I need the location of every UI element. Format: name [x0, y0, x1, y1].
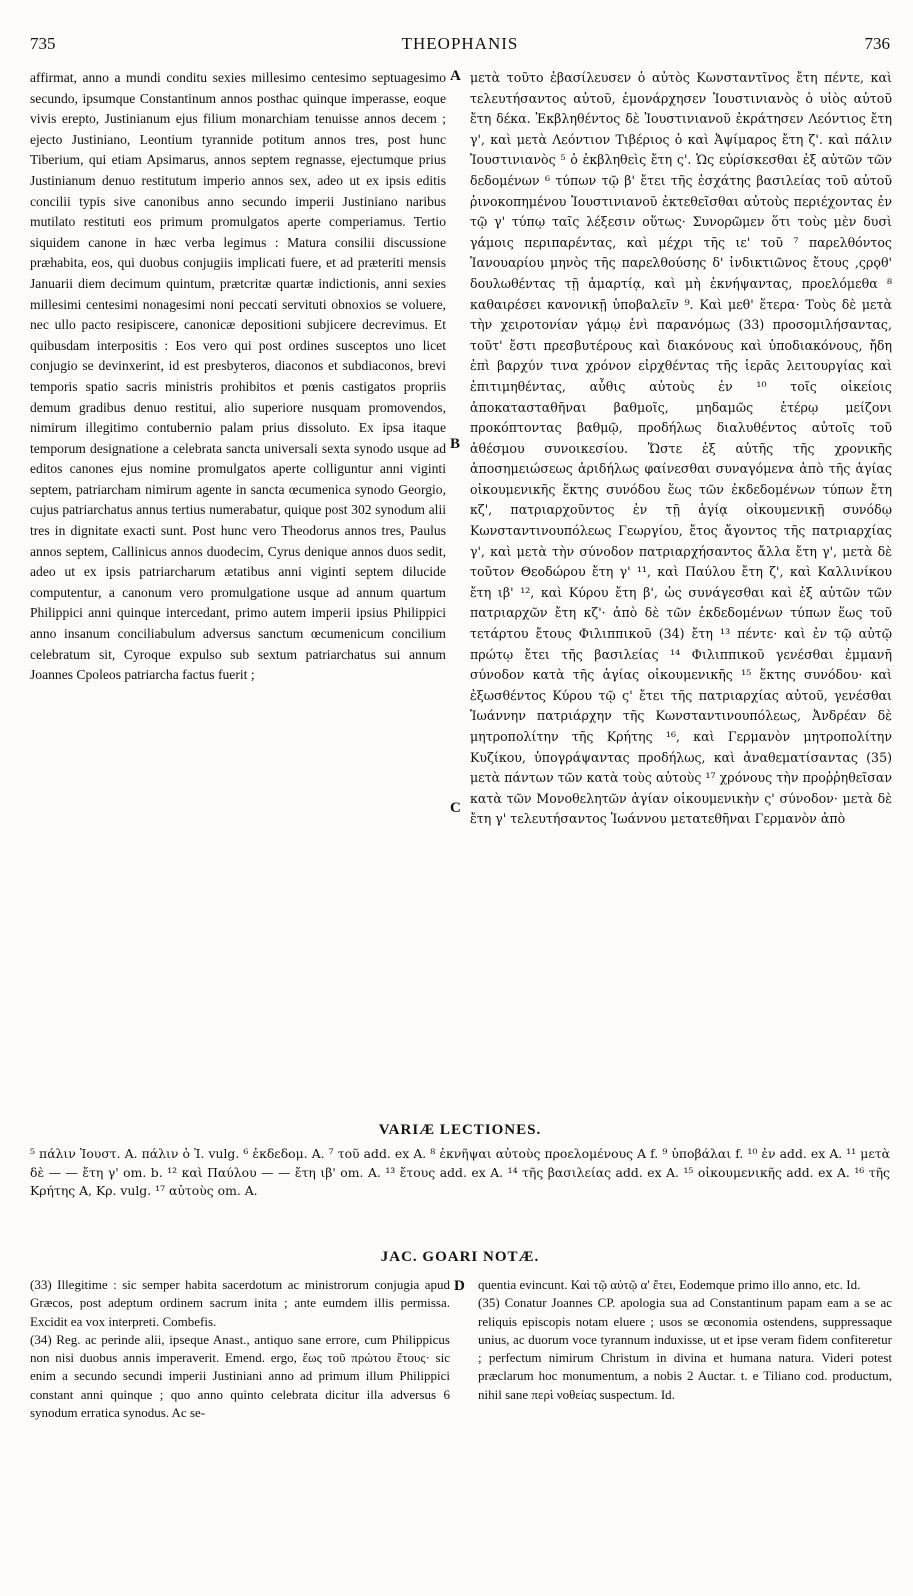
page-number-left: 735 — [30, 34, 56, 53]
notes-section — [30, 1276, 890, 1596]
note-34-continued: quentia evincunt. Καὶ τῷ αὐτῷ α' ἔτει, Eodemque primo illo anno, etc. Id. — [478, 1277, 861, 1292]
note-33: (33) Illegitime : sic semper habita sacerdotum ac ministrorum conjugia apud Græcos, post adeptum ordinem sacrum inita ; ante eumdem illis permissa. Excidit ea vox interpreti. Combefis. — [30, 1277, 450, 1329]
note-35: (35) Conatur Joannes CP. apologia sua ad Constantinum papam eam a se ac reliquis episcopis notam eluere ; usos se œconomia ostendens, suppressaque unius, ac duorum voce tyrannum induxisse, ut et ipse veram fidem confiteretur ; perfectum nimirum Christum in divina et humana natura. Videri potest præclarum hoc monumentum, a nobis 2 Auctar. t. e Tiliano cod. productum, nihil sane περὶ νοθείας suspectum. Id. — [478, 1295, 892, 1402]
notes-left-column — [30, 1276, 450, 1422]
running-title: THEOPHANIS — [401, 34, 519, 53]
margin-marker-c: C — [450, 800, 461, 816]
margin-marker-d: D — [454, 1278, 465, 1294]
greek-paragraph: μετὰ τοῦτο ἐβασίλευσεν ὁ αὐτὸς Κωνσταντῖνος ἔτη πέντε, καὶ τελευτήσαντος αὐτοῦ, ἐμονάρχησεν Ἰουστινιανὸς ὁ υἱὸς αὐτοῦ ἔτη δέκα. Ἐκβληθέντος δὲ Ἰουστινιανοῦ ἐκράτησεν Λεόντιος ἔτη γ', καὶ μετὰ Λεόντιον Τιβέριος ὁ καὶ Ἀψίμαρος ἔτη ζ'. καὶ πάλιν Ἰουστινιανὸς ⁵ ὁ ἐκβληθεὶς ἔτη ς'. Ὡς εὑρίσκεσθαι ἐξ αὐτῶν τῶν δεδομένων ⁶ τύπων τῷ β' ἔτει τῆς ἐσχάτης βασιλείας τοῦ αὐτοῦ ῥινοκοπημένου Ἰουστινιανοῦ ἐκτεθεῖσθαι αὐτοὺς περιέχοντας ἐν τῷ γ' τύπῳ ταῖς λέξεσιν οὕτως· Συνορῶμεν ὅτι τοὺς μὲν δυσὶ γάμοις περιπαρέντας, καὶ μέχρι τῆς ιε' τοῦ ⁷ παρελθόντος Ἰανουαρίου μηνὸς τῆς παρελθούσης δ' ἰνδικτιῶνος ἔτους ,ςρϙθ' δουλωθέντας τῇ ἁμαρτίᾳ, καὶ μὴ ἐκνήψαντας, προελόμεθα ⁸ καθαιρέσει κανονικῇ ὑποβαλεῖν ⁹. Καὶ μεθ' ἕτερα· Τοὺς δὲ μετὰ τὴν χειροτονίαν γάμῳ ἑνὶ παρανόμως (33) προσομιλήσαντας, τοῦτ' ἔστι πρεσβυτέρους καὶ διακόνους καὶ ὑποδιακόνους, ἤδη ἐπὶ βαρχύν τινα χρόνον εἰρχθέντας τῆς ἱερᾶς λειτουργίας καὶ ἐπιτιμηθέντας, αὖθις αὐτοὺς ἐν ¹⁰ τοῖς οἰκείοις ἀποκατασταθῆναι βαθμοῖς, μηδαμῶς ἑτέρῳ μείζονι προκόπτοντας βαθμῷ, προδήλως διαλυθέντος αὐτοῖς τοῦ ἀθέσμου συνοικεσίου. Ὥστε ἐξ αὐτῆς τῆς χρονικῆς ἀποσημειώσεως ἀριδήλως φαίνεσθαι συναγόμενα ἀπὸ τῆς ἁγίας οἰκουμενικῆς ἕκτης συνόδου ἕως τῶν ἐκδεδομένων τύπων ἔτη κζ', πατριαρχοῦντος ἐν τῇ ἁγίᾳ οἰκουμενικῇ συνόδῳ Κωνσταντινουπόλεως Γεωργίου, ἔτος ἄγοντος τῆς πατριαρχίας γ', καὶ μετὰ τὴν σύνοδον πατριαρχήσαντος ἄλλα ἔτη γ', μετὰ δὲ τοῦτον Θεοδώρου ἔτη γ' ¹¹, καὶ Παύλου ἔτη ζ', καὶ Καλλινίκου ἔτη ιβ' ¹², καὶ Κύρου ἔτη β', ὡς συνάγεσθαι καὶ ἐξ αὐτῶν τῶν πατριαρχῶν ἔτη κζ'· ἀπὸ δὲ τῶν ἐκδεδομένων τύπων ἕως τοῦ τετάρτου ἔτους Φιλιππικοῦ (34) ἔτη ¹³ πέντε· καὶ ἐν τῷ αὐτῷ πρώτῳ ἔτει τῆς βασιλείας ¹⁴ Φιλιππικοῦ γενέσθαι ἐμμανῆ σύνοδον κατὰ τῆς ἁγίας οἰκουμενικῆς ¹⁵ ἕκτης συνόδου· καὶ ἐξωσθέντος Κύρου τῷ ς' ἔτει τῆς πατριαρχίας αὐτοῦ, γενέσθαι Ἰωάννην πατριάρχην τῆς Κωνσταντινουπόλεως, Ἀνδρέαν δὲ μητροπολίτην τῆς Κρήτης ¹⁶, καὶ Γερμανὸν μητροπολίτην Κυζίκου, ὑπογράψαντας προδήλως, καὶ ἀναθεματίσαντας (35) μετὰ πάντων τῶν κατὰ τοὺς αὐτοὺς ¹⁷ χρόνους τὴν προῤῥηθεῖσαν κατὰ τῶν Μονοθελητῶν ἁγίαν οἰκουμενικὴν ς' σύνοδον· μετὰ δὲ ἔτη γ' τελευτήσαντος Ἰωάννου μετατεθῆναι Γερμανὸν ἀπὸ — [470, 70, 892, 827]
latin-paragraph: affirmat, anno a mundi conditu sexies millesimo centesimo septuagesimo secundo, ipsumque Constantinum annos posthac quinque imperasse, eoque vivis erepto, Justinianum ejus filium monarchiam tenuisse annos decem ; ejecto Justiniano, Leontium tyrannide potitum annos tres, post hunc Tiberium, qui etiam Apsimarus, annos septem regnasse, ejectumque prius Justinianum denuo restitutum imperio annos sex, adeo ut ex ipsis editis concilii typis sive canonibus anno secundo imperii Justiniano naribus mutilato restituti eos primum promulgatos aperte comperiamus. Tertio siquidem canone in hæc verba legimus : Matura consilii discussione præhabita, eos, qui duobus conjugiis implicati fuere, et ad præteriti mensis Januarii diem decimum quintum, prætcritæ quartæ indictionis, anni sexies millesimi centesimi nonagesimi noni peccati servituti obnoxios se voluere, nec ullo pacto resipiscere, canonicæ depositioni subjicere decrevimus. Et quibusdam interpositis : Eos vero qui post ordines susceptos uno licet conjugio se devinxerint, id est presbyteros, diaconos et subdiaconos, brevi temporis spatio sacris ministris prohibitos et pœnis castigatos propriis demum gradibus denuo restitui, alio superiore nusquam promovendos, nimirum illegitimo contubernio palam prius dissoluto. Ex ipsa itaque temporum designatione a celebrata sancta universali sexta synodo usque ad editos canones ejus nomine promulgatos aperte colliguntur anni viginti septem, patriarcham nimirum agente in sancta œcumenica synodo Georgio, cujus patriarchatus annus tertius numerabatur, quique post 302 synodum alii tres in dignitate exacti sunt. Post hunc vero Theodorus annos tres, Paulus annos septem, Callinicus annos duodecim, Cyrus denique annos duos sedit, adeo ut ex ipsis patriarcharum ætatibus anni viginti septem dilucide computentur, a canonum vero promulgatione usque ad annum quartum Philippici anni quinque intercedant, primo autem imperii ipsius Philippici anno insanum conciliabulum adversus sanctum œcumenicum concilium celebratum sit, Cyroque expulso sub sextum patriarchatus sui annum Joannes Cpoleos patriarcha factus fuerit ; — [30, 70, 446, 683]
notes-title: JAC. GOARI NOTÆ. — [380, 1249, 540, 1265]
variae-lectiones-title: VARIÆ LECTIONES. — [378, 1122, 542, 1138]
variae-lectiones-text: ⁵ πάλιν Ἰουστ. A. πάλιν ὁ Ἰ. vulg. ⁶ ἐκδεδομ. A. ⁷ τοῦ add. ex A. ⁸ ἐκνῆψαι αὐτοὺς προελομένους A f. ⁹ ὑποβάλαι f. ¹⁰ ἐν add. ex A. ¹¹ μετὰ δὲ — — ἔτη γ' om. b. ¹² καὶ Παύλου — — ἔτη ιβ' om. A. ¹³ ἔτους add. ex A. ¹⁴ τῆς βασιλείας add. ex A. ¹⁵ οἰκουμενικῆς add. ex A. ¹⁶ τῆς Κρήτης A, Κρ. vulg. ¹⁷ αὐτοὺς om. A. — [30, 1146, 890, 1198]
latin-column — [30, 68, 446, 686]
notes-right-column — [478, 1276, 892, 1404]
page-header — [30, 34, 890, 68]
margin-marker-a: A — [450, 68, 461, 84]
main-text — [30, 68, 890, 1118]
margin-marker-b: B — [450, 436, 461, 452]
note-34: (34) Reg. ac perinde alii, ipseque Anast., antiquo sane errore, cum Philippicus non nisi duobus annis imperaverit. Emend. ergo, ἕως τοῦ πρώτου ἔτους· sic enim a secundo secundi imperii Justiniani anno ad primum illum Philippici constant anni quinque ; quo anno quinto celebrata dicitur illa adversus 6 synodum erratica synodus. Ac se- — [30, 1331, 450, 1421]
greek-column — [470, 68, 892, 830]
page-number-right: 736 — [864, 34, 890, 53]
page — [30, 34, 890, 1596]
